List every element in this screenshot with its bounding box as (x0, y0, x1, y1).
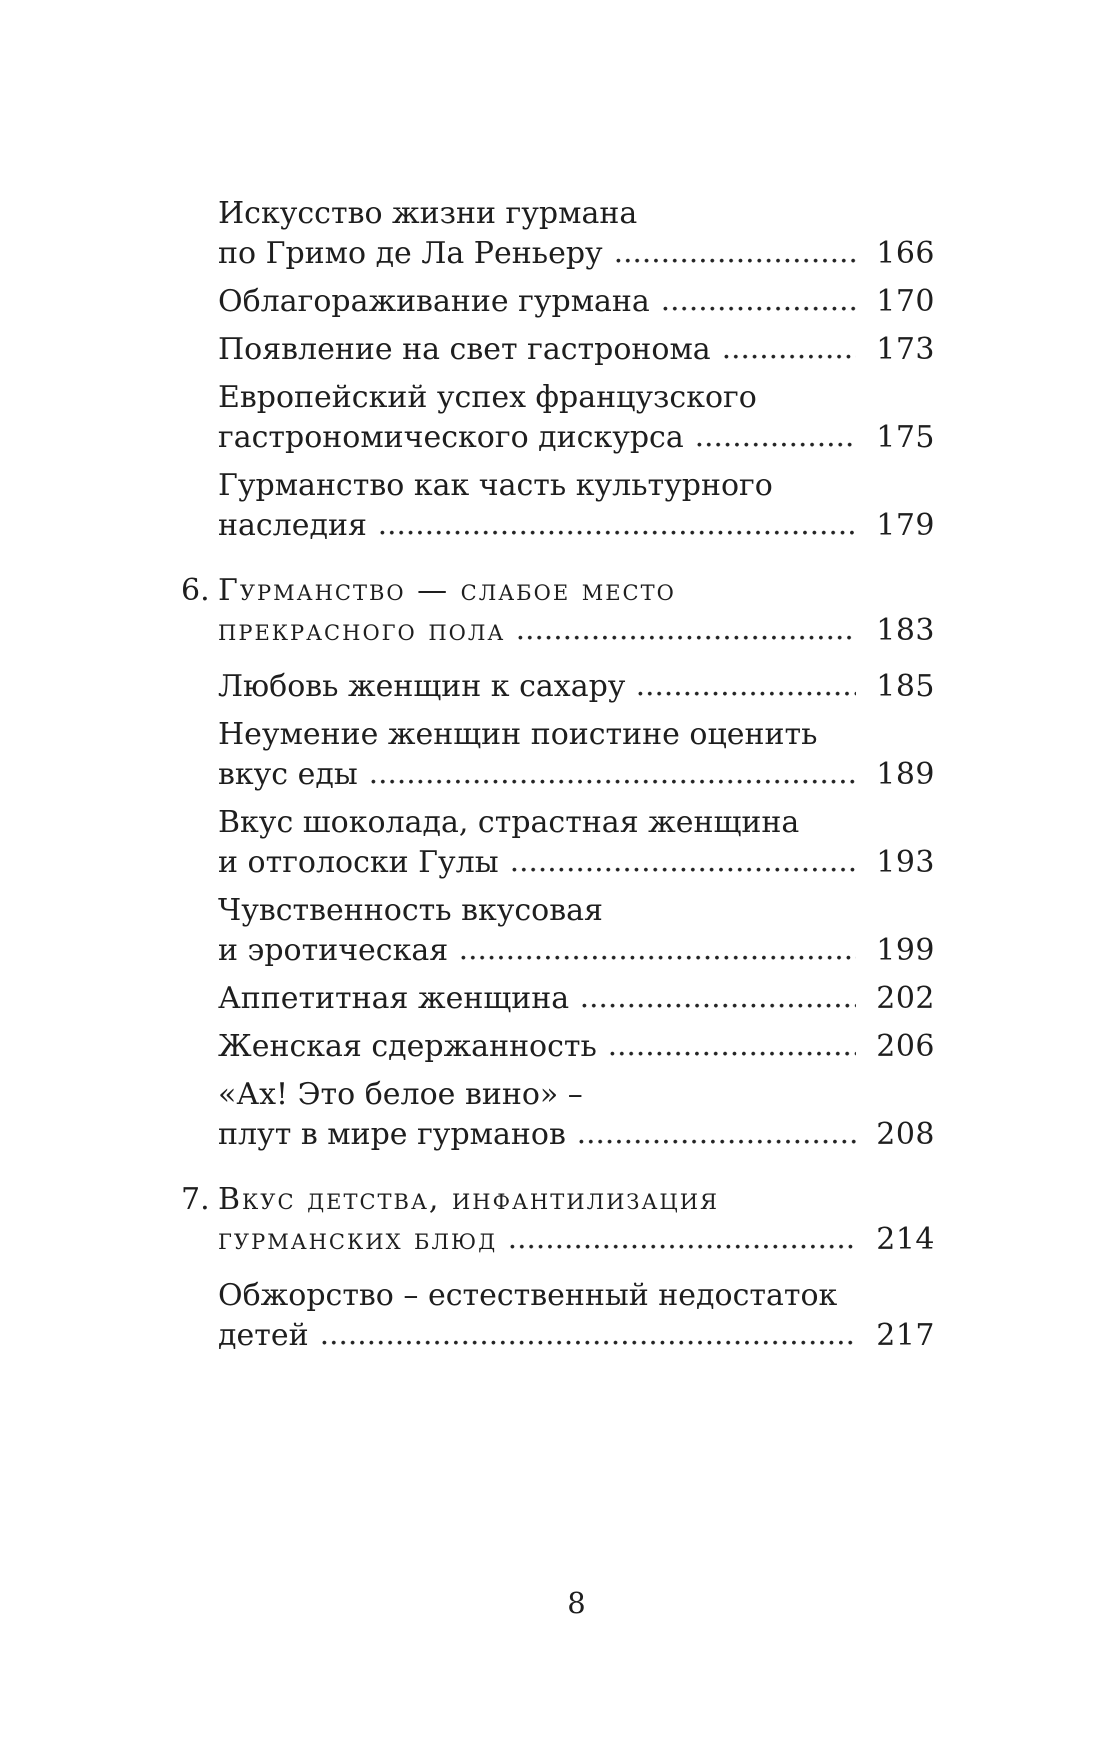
toc-entry (218, 466, 935, 546)
toc-entry (218, 715, 935, 795)
toc-entry (218, 330, 935, 370)
toc-entry (218, 378, 935, 458)
entry-lines (218, 715, 935, 795)
chapter-number: 6. (181, 573, 210, 608)
entry-page-number: 217 (876, 1318, 935, 1353)
entry-line: Европейский успех французского (218, 380, 757, 415)
toc-list (181, 194, 935, 1364)
entry-page-number: 202 (876, 981, 935, 1016)
toc-leader-dots (510, 1244, 856, 1249)
entry-lines (218, 667, 935, 707)
toc-entry (218, 1027, 935, 1067)
toc-leader-dots (610, 1051, 856, 1056)
entry-text: Женская сдержанность (218, 1029, 597, 1064)
entry-text: плут в мире гурманов (218, 1117, 566, 1152)
entry-text: детей (218, 1318, 309, 1353)
entry-last-line (218, 282, 935, 322)
toc-leader-dots (638, 691, 856, 696)
entry-text: по Гримо де Ла Реньеру (218, 236, 603, 271)
entry-text: прекрасного пола (218, 613, 506, 648)
entry-lines (218, 1276, 935, 1356)
entry-line: Чувственность вкусовая (218, 893, 603, 928)
entry-lines (218, 1027, 935, 1067)
entry-last-line (218, 1027, 935, 1067)
toc-leader-dots (697, 442, 857, 447)
toc-entry (181, 1180, 935, 1260)
entry-last-line (218, 843, 935, 883)
toc-leader-dots (582, 1003, 856, 1008)
entry-page-number: 193 (876, 845, 935, 880)
entry-line: Обжорство – естественный недостаток (218, 1278, 838, 1313)
entry-last-line (218, 979, 935, 1019)
toc-entry (218, 1075, 935, 1155)
entry-text: наследия (218, 508, 367, 543)
entry-page-number: 206 (876, 1029, 935, 1064)
entry-lines (218, 1180, 935, 1260)
entry-text: Появление на свет гастронома (218, 332, 711, 367)
entry-last-line (218, 667, 935, 707)
entry-page-number: 179 (876, 508, 935, 543)
entry-last-line (218, 1115, 935, 1155)
entry-last-line (218, 234, 935, 274)
entry-lines (218, 466, 935, 546)
toc-entry (181, 571, 935, 651)
entry-line: Гурманство как часть культурного (218, 468, 773, 503)
toc-entry (218, 282, 935, 322)
entry-page-number: 173 (876, 332, 935, 367)
entry-lines (218, 979, 935, 1019)
toc-leader-dots (461, 955, 856, 960)
page-footer-number: 8 (567, 1586, 586, 1620)
entry-line: Вкус шоколада, страстная женщина (218, 805, 800, 840)
entry-last-line (218, 418, 935, 458)
entry-last-line (218, 1220, 935, 1260)
entry-page-number: 214 (876, 1222, 935, 1257)
entry-text: и отголоски Гулы (218, 845, 499, 880)
entry-line: Гурманство — слабое место (218, 573, 676, 608)
entry-page-number: 183 (876, 613, 935, 648)
entry-lines (218, 891, 935, 971)
entry-text: Любовь женщин к сахару (218, 669, 626, 704)
toc-entry (218, 891, 935, 971)
entry-line: Вкус детства, инфантилизация (218, 1182, 719, 1217)
entry-lines (218, 571, 935, 651)
entry-line: «Ах! Это белое вино» – (218, 1077, 583, 1112)
toc-leader-dots (322, 1340, 857, 1345)
entry-line: Неумение женщин поистине оценить (218, 717, 818, 752)
entry-page-number: 185 (876, 669, 935, 704)
entry-lines (218, 282, 935, 322)
entry-text: вкус еды (218, 757, 358, 792)
toc-entry (218, 979, 935, 1019)
entry-text: Аппетитная женщина (218, 981, 570, 1016)
toc-entry (218, 194, 935, 274)
toc-leader-dots (512, 867, 857, 872)
chapter-number: 7. (181, 1182, 210, 1217)
entry-page-number: 166 (876, 236, 935, 271)
entry-last-line (218, 330, 935, 370)
entry-page-number: 175 (876, 420, 935, 455)
toc-leader-dots (663, 306, 856, 311)
entry-page-number: 189 (876, 757, 935, 792)
entry-last-line (218, 1316, 935, 1356)
entry-last-line (218, 931, 935, 971)
toc-leader-dots (518, 635, 856, 640)
entry-lines (218, 803, 935, 883)
entry-text: гурманских блюд (218, 1222, 498, 1257)
entry-page-number: 208 (876, 1117, 935, 1152)
entry-text: гастрономического дискурса (218, 420, 684, 455)
entry-lines (218, 194, 935, 274)
entry-page-number: 199 (876, 933, 935, 968)
toc-entry (218, 803, 935, 883)
entry-text: Облагораживание гурмана (218, 284, 650, 319)
entry-lines (218, 1075, 935, 1155)
entry-lines (218, 330, 935, 370)
entry-last-line (218, 506, 935, 546)
toc-entry (218, 1276, 935, 1356)
entry-text: и эротическая (218, 933, 449, 968)
entry-last-line (218, 755, 935, 795)
entry-page-number: 170 (876, 284, 935, 319)
entry-line: Искусство жизни гурмана (218, 196, 638, 231)
toc-leader-dots (371, 779, 857, 784)
toc-entry (218, 667, 935, 707)
entry-last-line (218, 611, 935, 651)
toc-leader-dots (579, 1139, 856, 1144)
toc-leader-dots (724, 354, 857, 359)
entry-lines (218, 378, 935, 458)
toc-leader-dots (616, 258, 857, 263)
toc-leader-dots (380, 530, 856, 535)
